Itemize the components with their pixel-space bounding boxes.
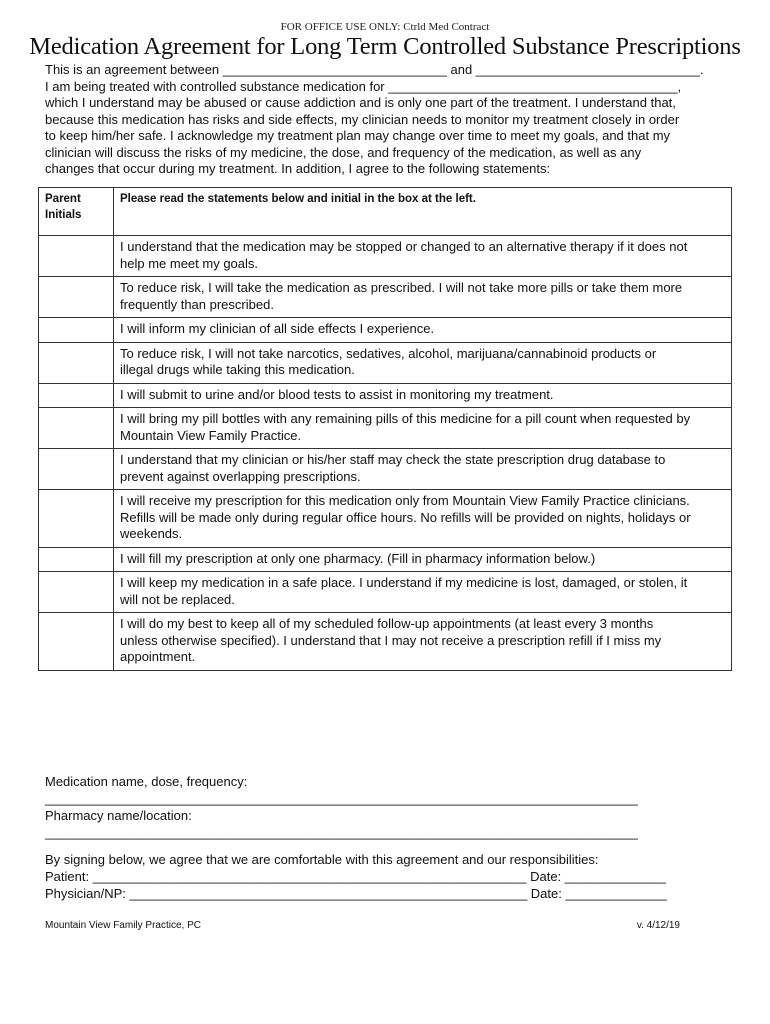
initials-box[interactable] [39,490,114,548]
statement-text [114,547,732,572]
statement-text [114,449,732,490]
page-title: Medication Agreement for Long Term Controlled Substance Prescriptions [29,33,741,60]
initials-box[interactable] [39,236,114,277]
page-footer [45,920,680,931]
intro-line: changes that occur during my treatment. In addition, I agree to the following statements: [45,161,551,176]
intro-line: which I understand may be abused or cause addiction and is only one part of the treatment. I understand that, [45,95,676,110]
statement-line: prevent against overlapping prescriptions. [120,468,361,484]
initials-box[interactable] [39,449,114,490]
medication-label: Medication name, dose, frequency: [45,774,248,789]
fields-section [45,773,735,902]
statement-line: help me meet my goals. [120,255,259,271]
version-label: v. 4/12/19 [636,920,680,931]
initials-header-line: Initials [45,209,82,221]
intro-line: because this medication has risks and side effects, my clinician needs to monitor my treatment closely in order [45,111,680,127]
physician-signature-field[interactable]: Physician/NP: _______________________________________________________ Date: ______________ [45,886,667,901]
initials-box[interactable] [39,547,114,572]
statement-row [39,236,732,277]
statement-line: I will inform my clinician of all side effects I experience. [120,321,435,336]
statement-text [114,383,732,408]
signing-statement: By signing below, we agree that we are comfortable with this agreement and our responsibilities: [45,852,599,867]
statement-line: frequently than prescribed. [120,296,274,312]
statement-line: I will submit to urine and/or blood tests to assist in monitoring my treatment. [120,386,554,402]
statement-text [114,277,732,318]
statement-line: will not be replaced. [120,591,235,607]
initials-box[interactable] [39,342,114,383]
agreement-table [38,187,732,671]
pharmacy-label: Pharmacy name/location: [45,808,192,823]
statement-line: I understand that the medication may be stopped or changed to an alternative therapy if it does not [120,239,688,254]
initials-box[interactable] [39,613,114,671]
intro-line: This is an agreement between _______________________________ and _______________________________. [45,62,704,77]
table-header-row [39,188,732,236]
statement-text [114,236,732,277]
statement-row [39,342,732,383]
statement-text [114,342,732,383]
intro-line: to keep him/her safe. I acknowledge my treatment plan may change over time to meet my goals, and that my [45,128,671,143]
statement-row [39,547,732,572]
initials-header [39,188,114,236]
initials-box[interactable] [39,408,114,449]
statement-line: I will bring my pill bottles with any remaining pills of this medicine for a pill count when requested by [120,411,691,426]
statement-row [39,613,732,671]
statement-line: weekends. [120,526,183,541]
practice-name: Mountain View Family Practice, PC [45,920,201,931]
statement-row [39,383,732,408]
initials-box[interactable] [39,572,114,613]
intro-line: clinician will discuss the risks of my medicine, the dose, and frequency of the medication, as well as any [45,144,642,160]
statement-line: Mountain View Family Practice. [120,427,302,443]
statement-text [114,408,732,449]
statement-row [39,408,732,449]
statement-row [39,277,732,318]
statement-row [39,490,732,548]
statement-line: appointment. [120,649,196,664]
statement-text [114,572,732,613]
statement-line: I will keep my medication in a safe place. I understand if my medicine is lost, damaged, or stolen, it [120,575,688,590]
statement-line: I will do my best to keep all of my scheduled follow-up appointments (at least every 3 months [120,616,654,631]
statement-line: I understand that my clinician or his/her staff may check the state prescription drug database to [120,452,666,467]
office-use-label: FOR OFFICE USE ONLY: Ctrld Med Contract [280,21,490,33]
statement-line: To reduce risk, I will not take narcotics, sedatives, alcohol, marijuana/cannabinoid products or [120,345,657,361]
patient-signature-field[interactable]: Patient: ____________________________________________________________ Date: ______________ [45,869,667,884]
statement-line: To reduce risk, I will take the medication as prescribed. I will not take more pills or take them more [120,280,683,295]
statement-text [114,318,732,343]
medication-field[interactable]: __________________________________________________________________________________ [45,791,638,806]
statement-line: I will receive my prescription for this medication only from Mountain View Family Practice clinicians. [120,493,690,508]
statement-row [39,572,732,613]
initials-header-line: Parent [45,193,81,205]
statement-line: unless otherwise specified). I understand that I may not receive a prescription refill if I miss my [120,632,662,648]
statement-row [39,318,732,343]
instructions-header: Please read the statements below and initial in the box at the left. [114,188,732,236]
statement-row [39,449,732,490]
pharmacy-field[interactable]: __________________________________________________________________________________ [45,825,638,840]
initials-box[interactable] [39,277,114,318]
statement-line: I will fill my prescription at only one pharmacy. (Fill in pharmacy information below.) [120,550,596,566]
intro-paragraph [45,62,735,178]
statement-line: illegal drugs while taking this medication. [120,362,355,377]
initials-box[interactable] [39,383,114,408]
statement-text [114,490,732,548]
intro-line: I am being treated with controlled substance medication for ________________________________________, [45,78,682,94]
initials-box[interactable] [39,318,114,343]
statement-line: Refills will be made only during regular office hours. No refills will be provided on nights, holidays or [120,509,691,525]
statement-text [114,613,732,671]
